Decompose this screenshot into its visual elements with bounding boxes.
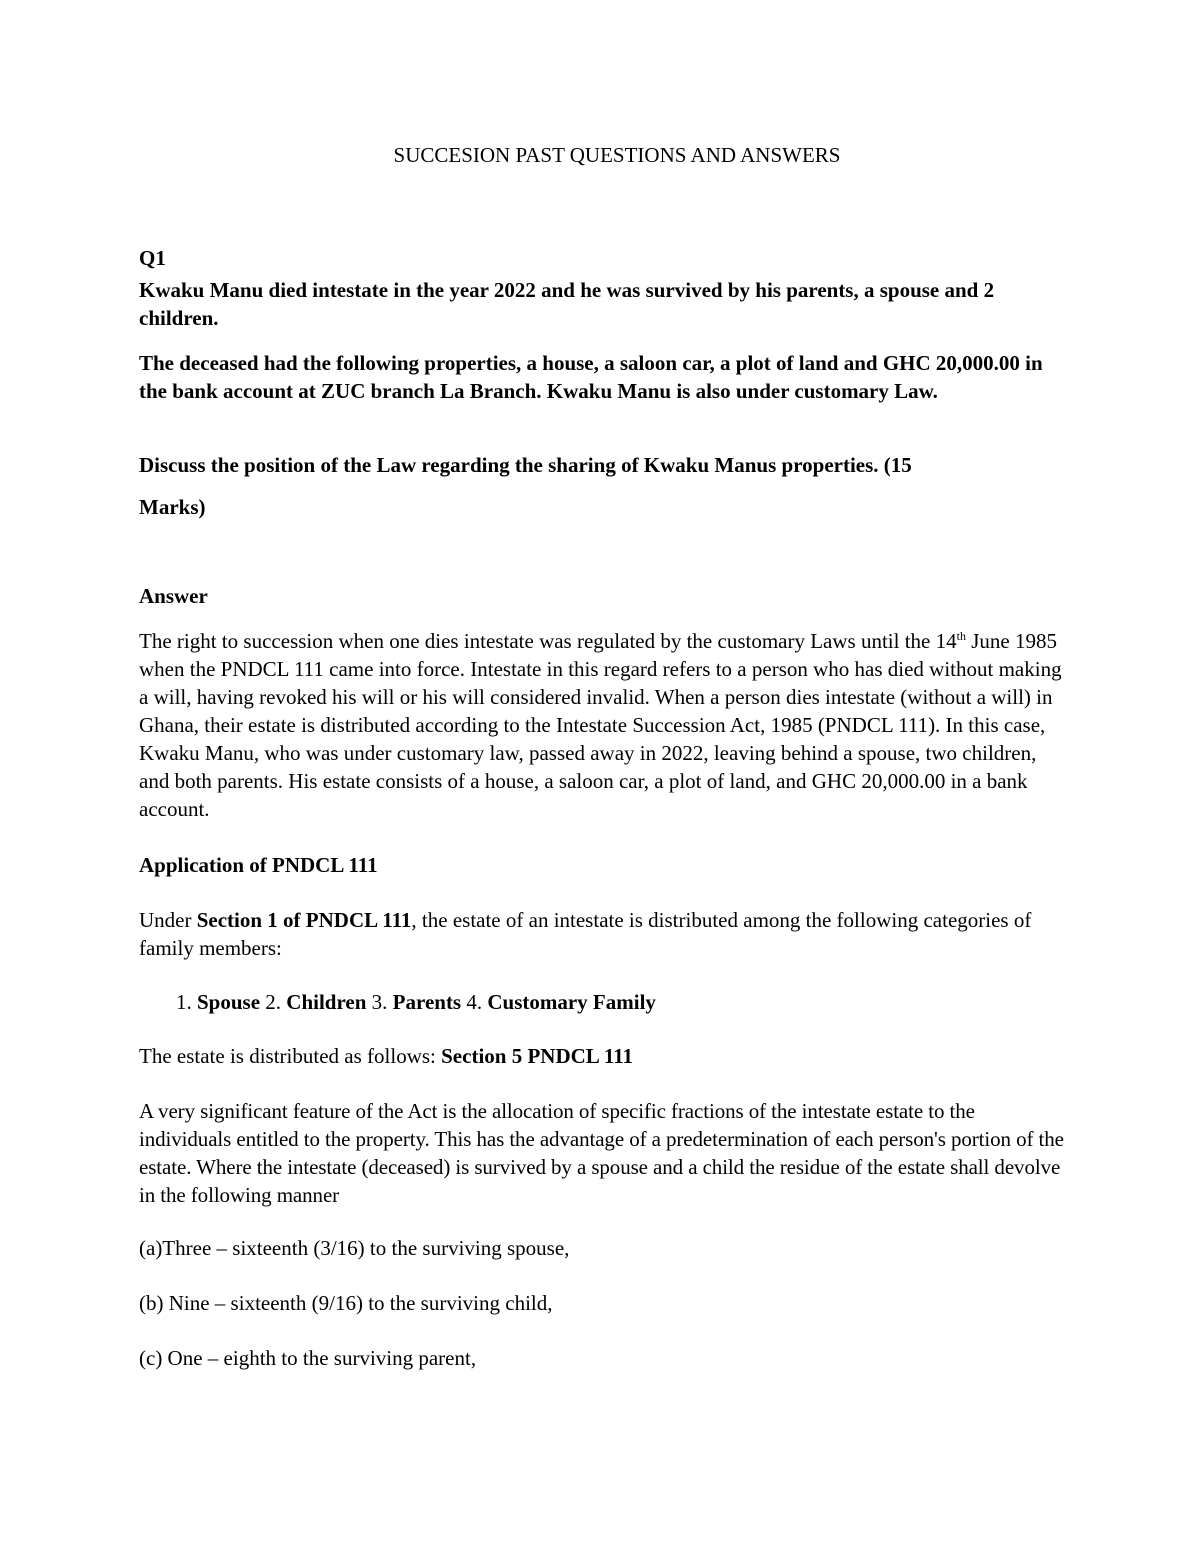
question-paragraph-3 bbox=[139, 451, 1069, 521]
distribution-paragraph bbox=[139, 1044, 1069, 1069]
share-item-parent: (c) One – eighth to the surviving parent, bbox=[139, 1346, 477, 1370]
document-title: SUCCESION PAST QUESTIONS AND ANSWERS bbox=[393, 143, 841, 167]
feature-paragraph: A very significant feature of the Act is the allocation of specific fractions of the intestate estate to the individuals entitled to the property. This has the advantage of a predetermination of each person's portion of the estate. Where the intestate (deceased) is survived by a spouse and a child the residue of the estate shall devolve in the following manner bbox=[139, 1099, 1064, 1207]
application-heading: Application of PNDCL 111 bbox=[139, 853, 378, 877]
answer-intro-paragraph bbox=[139, 627, 1069, 823]
answer-intro-superscript: th bbox=[956, 629, 966, 643]
share-item-child: (b) Nine – sixteenth (9/16) to the surviving child, bbox=[139, 1291, 553, 1315]
categories-list bbox=[176, 990, 1106, 1015]
distribution-prefix: The estate is distributed as follows: bbox=[139, 1044, 442, 1068]
share-item-spouse: (a)Three – sixteenth (3/16) to the surviving spouse, bbox=[139, 1236, 570, 1260]
question-paragraph-1: Kwaku Manu died intestate in the year 2022 and he was survived by his parents, a spouse and 2 children. bbox=[139, 278, 995, 330]
category-item: 1. Spouse bbox=[176, 990, 261, 1014]
section-1-prefix: Under bbox=[139, 908, 197, 932]
answer-intro-text-2: June 1985 when the PNDCL 111 came into force. Intestate in this regard refers to a person who has died without making a will, having revoked his will or his will considered invalid. When a person dies intestate (without a will) in Ghana, their estate is distributed according to the Intestate Succession Act, 1985 (PNDCL 111). In this case, Kwaku Manu, who was under customary law, passed away in 2022, leaving behind a spouse, two children, and both parents. His estate consists of a house, a saloon car, a plot of land, and GHC 20,000.00 in a bank account. bbox=[139, 629, 1062, 821]
section-1-reference: Section 1 of PNDCL 111 bbox=[196, 908, 412, 932]
question-paragraph-2: The deceased had the following properties, a house, a saloon car, a plot of land and GHC 20,000.00 in the bank account at ZUC branch La Branch. Kwaku Manu is also under customary Law. bbox=[139, 351, 1043, 403]
question-paragraph-3-line-1: Discuss the position of the Law regarding the sharing of Kwaku Manus properties. (15 bbox=[139, 453, 912, 477]
section-1-paragraph bbox=[139, 906, 1069, 962]
category-item: 2. Children bbox=[265, 990, 367, 1014]
category-item: 4. Customary Family bbox=[466, 990, 656, 1014]
answer-intro-text-1: The right to succession when one dies intestate was regulated by the customary Laws until the 14 bbox=[139, 629, 957, 653]
section-1-suffix: , the estate of an intestate is distributed among the following categories of family members: bbox=[139, 908, 1032, 960]
category-item: 3. Parents bbox=[371, 990, 462, 1014]
answer-heading: Answer bbox=[139, 584, 208, 608]
question-paragraph-3-line-2: Marks) bbox=[139, 495, 206, 519]
question-label: Q1 bbox=[139, 246, 166, 270]
distribution-reference: Section 5 PNDCL 111 bbox=[441, 1044, 634, 1068]
